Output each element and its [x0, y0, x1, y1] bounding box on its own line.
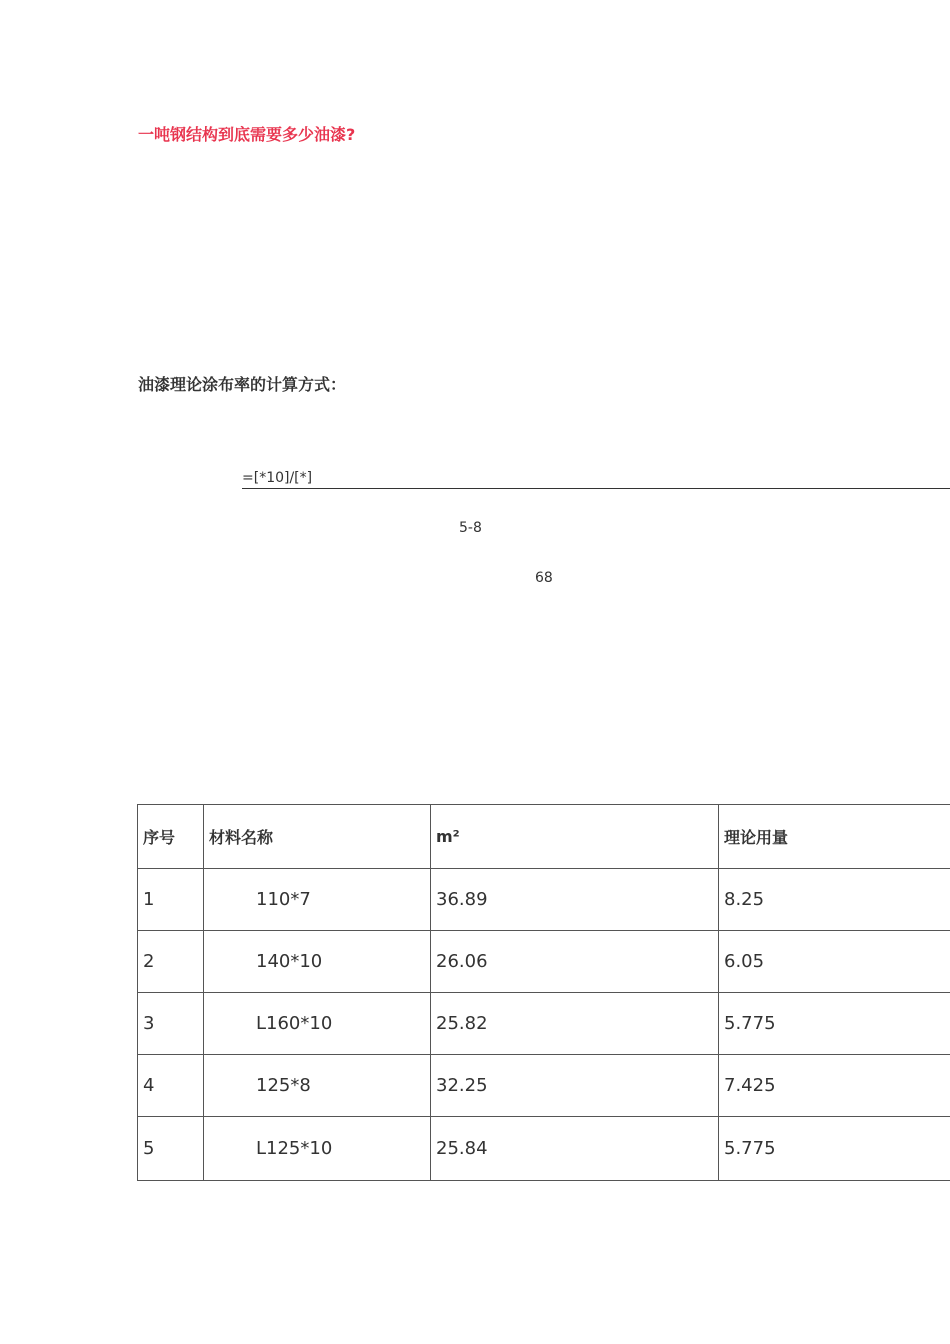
row-area: 36.89: [431, 869, 719, 931]
row-usage: 5.775: [719, 1117, 950, 1181]
formula-line: =[*10]/[*]: [242, 469, 950, 489]
row-index: 1: [138, 869, 204, 931]
document-title: 一吨钢结构到底需要多少油漆?: [138, 125, 356, 144]
row-usage: 5.775: [719, 993, 950, 1055]
row-index: 4: [138, 1055, 204, 1117]
table-row: [138, 1055, 950, 1117]
table-header-row: [138, 805, 950, 869]
row-area: 26.06: [431, 931, 719, 993]
row-area: 25.84: [431, 1117, 719, 1181]
table-row: [138, 1117, 950, 1181]
row-material-name: 140*10: [204, 931, 431, 993]
row-material-name: L125*10: [204, 1117, 431, 1181]
header-material-name: 材料名称: [204, 805, 431, 869]
row-usage: 7.425: [719, 1055, 950, 1117]
materials-table: [137, 804, 950, 1181]
value-number: 68: [535, 570, 553, 586]
row-area: 32.25: [431, 1055, 719, 1117]
row-index: 2: [138, 931, 204, 993]
table-row: [138, 993, 950, 1055]
value-range: 5-8: [459, 520, 482, 536]
table-row: [138, 931, 950, 993]
header-index: 序号: [138, 805, 204, 869]
row-index: 3: [138, 993, 204, 1055]
row-material-name: L160*10: [204, 993, 431, 1055]
row-area: 25.82: [431, 993, 719, 1055]
row-usage: 8.25: [719, 869, 950, 931]
section-heading: 油漆理论涂布率的计算方式：: [138, 375, 347, 394]
table-row: [138, 869, 950, 931]
row-index: 5: [138, 1117, 204, 1181]
row-usage: 6.05: [719, 931, 950, 993]
row-material-name: 110*7: [204, 869, 431, 931]
header-theoretical-usage: 理论用量: [719, 805, 950, 869]
row-material-name: 125*8: [204, 1055, 431, 1117]
header-area: m²: [431, 805, 719, 869]
